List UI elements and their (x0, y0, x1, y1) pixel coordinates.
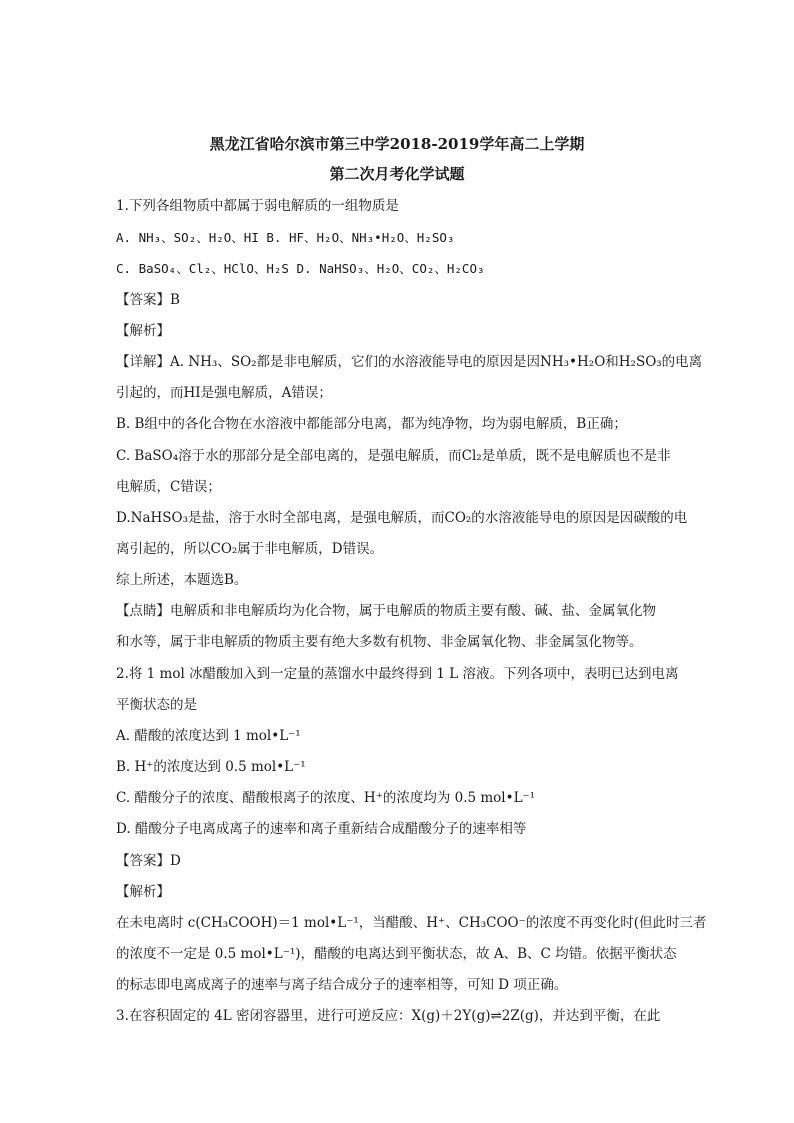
question-2-option-d: D. 醋酸分子电离成离子的速率和离子重新结合成醋酸分子的速率相等 (116, 821, 527, 837)
explanation-line: 【详解】A. NH₃、SO₂都是非电解质，它们的水溶液能导电的原因是因NH₃•H₂O和H₂SO₃的电离 (116, 354, 703, 370)
explanation-line: 在未电离时 c(CH₃COOH)＝1 mol•L⁻¹，当醋酸、H⁺、CH₃COO⁻的浓度不再变化时(但此时三者 (116, 915, 707, 931)
explanation-line: D.NaHSO₃是盐，溶于水时全部电离，是强电解质，而CO₂的水溶液能导电的原因是因碳酸的电 (116, 510, 688, 526)
question-1-options-cd: C. BaSO₄、Cl₂、HClO、H₂S D. NaHSO₃、H₂O、CO₂、H₂CO₃ (116, 261, 485, 276)
key-point-line: 【点睛】电解质和非电解质均为化合物，属于电解质的物质主要有酸、碱、盐、金属氧化物 (116, 603, 656, 619)
question-3-stem: 3.在容积固定的 4L 密闭容器里，进行可逆反应：X(g)＋2Y(g)⇌2Z(g)，并达到平衡，在此 (116, 1008, 661, 1024)
explanation-line: 引起的，而HI是强电解质，A错误； (116, 385, 332, 401)
answer-label: 【答案】B (116, 292, 180, 308)
summary-line: 综上所述，本题选B。 (116, 572, 248, 588)
question-2-option-a: A. 醋酸的浓度达到 1 mol•L⁻¹ (116, 728, 301, 744)
question-2-stem: 2.将 1 mol 冰醋酸加入到一定量的蒸馏水中最终得到 1 L 溶液。下列各项中，表明已达到电离 (116, 666, 679, 682)
explanation-line: 的标志即电离成离子的速率与离子结合成分子的速率相等，可知 D 项正确。 (116, 977, 568, 993)
question-2-option-b: B. H⁺的浓度达到 0.5 mol•L⁻¹ (116, 759, 306, 775)
explanation-line: 电解质，C错误； (116, 479, 221, 495)
explanation-line: 的浓度不一定是 0.5 mol•L⁻¹)，醋酸的电离达到平衡状态，故 A、B、C 均错。依据平衡状态 (116, 946, 677, 962)
question-2-stem: 平衡状态的是 (116, 697, 197, 713)
document-title-line2: 第二次月考化学试题 (329, 165, 465, 183)
question-1-options-ab: A. NH₃、SO₂、H₂O、HI B. HF、H₂O、NH₃•H₂O、H₂SO₃ (116, 230, 455, 245)
explanation-line: 离引起的，所以CO₂属于非电解质，D错误。 (116, 541, 384, 557)
explanation-line: C. BaSO₄溶于水的那部分是全部电离的，是强电解质，而Cl₂是单质，既不是电解质也不是非 (116, 448, 671, 464)
key-point-line: 和水等，属于非电解质的物质主要有绝大多数有机物、非金属氧化物、非金属氢化物等。 (116, 634, 643, 650)
question-1-stem: 1.下列各组物质中都属于弱电解质的一组物质是 (116, 198, 399, 214)
analysis-label: 【解析】 (116, 323, 170, 339)
document-title-line1: 黑龙江省哈尔滨市第三中学2018-2019学年高二上学期 (209, 135, 585, 153)
explanation-line: B. B组中的各化合物在水溶液中都能部分电离，都为纯净物，均为弱电解质，B正确； (116, 416, 627, 432)
analysis-label: 【解析】 (116, 884, 170, 900)
answer-label: 【答案】D (116, 853, 181, 869)
question-2-option-c: C. 醋酸分子的浓度、醋酸根离子的浓度、H⁺的浓度均为 0.5 mol•L⁻¹ (116, 790, 536, 806)
